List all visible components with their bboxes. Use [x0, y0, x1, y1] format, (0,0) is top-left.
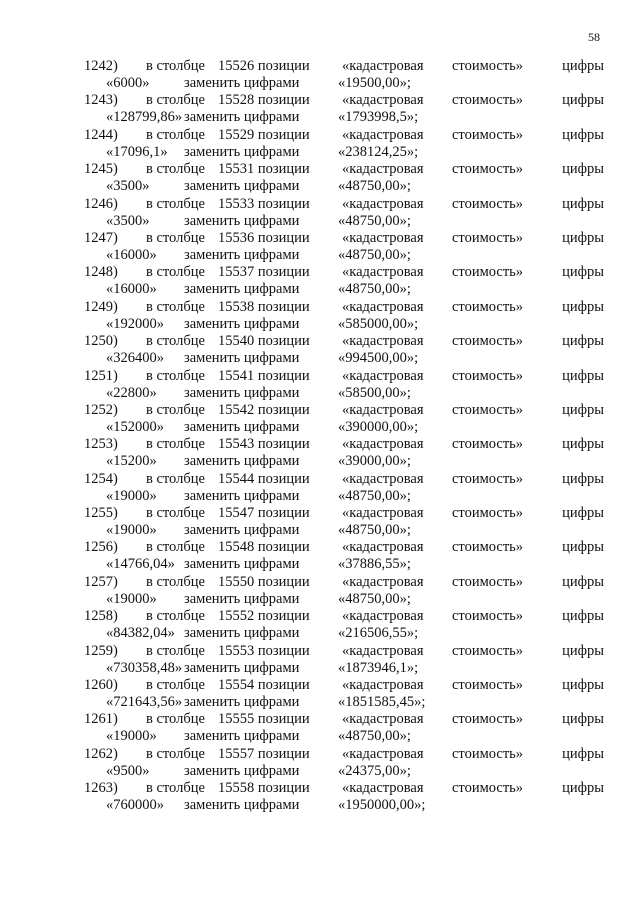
replace-phrase: заменить цифрами: [184, 418, 300, 435]
position-number: 15540 позиции: [218, 333, 310, 350]
cadastral-word: «кадастровая: [342, 229, 424, 246]
cost-word: стоимость»: [452, 745, 524, 762]
cadastral-word: «кадастровая: [342, 367, 424, 384]
old-value: «19000»: [106, 728, 157, 745]
new-value: «48750,00»;: [338, 212, 411, 229]
replace-phrase: заменить цифрами: [184, 178, 300, 195]
position-number: 15541 позиции: [218, 367, 310, 384]
replace-phrase: заменить цифрами: [184, 625, 300, 642]
item-line-1: [84, 677, 604, 694]
column-phrase: в столбце: [146, 436, 205, 453]
page-number: 58: [588, 30, 600, 44]
column-phrase: в столбце: [146, 92, 205, 109]
position-number: 15533 позиции: [218, 195, 310, 212]
list-item: [84, 230, 604, 264]
list-item: [84, 161, 604, 195]
new-value: «48750,00»;: [338, 246, 411, 263]
replace-phrase: заменить цифрами: [184, 143, 300, 160]
new-value: «48750,00»;: [338, 178, 411, 195]
item-line-2: [84, 660, 604, 677]
digits-word: цифры: [562, 229, 604, 246]
item-line-2: [84, 591, 604, 608]
column-phrase: в столбце: [146, 711, 205, 728]
old-value: «152000»: [106, 418, 164, 435]
cadastral-word: «кадастровая: [342, 436, 424, 453]
item-line-2: [84, 797, 604, 814]
digits-word: цифры: [562, 333, 604, 350]
old-value: «721643,56»: [106, 694, 183, 711]
item-number: 1242): [84, 58, 118, 74]
list-item: [84, 711, 604, 745]
cadastral-word: «кадастровая: [342, 58, 424, 74]
old-value: «3500»: [106, 178, 150, 195]
position-number: 15526 позиции: [218, 58, 310, 74]
old-value: «19000»: [106, 590, 157, 607]
item-line-2: [84, 419, 604, 436]
list-item: [84, 471, 604, 505]
item-line-2: [84, 247, 604, 264]
position-number: 15531 позиции: [218, 161, 310, 178]
cost-word: стоимость»: [452, 539, 524, 556]
replace-phrase: заменить цифрами: [184, 453, 300, 470]
item-line-2: [84, 625, 604, 642]
replace-phrase: заменить цифрами: [184, 797, 300, 814]
cost-word: стоимость»: [452, 505, 524, 522]
position-number: 15538 позиции: [218, 298, 310, 315]
replace-phrase: заменить цифрами: [184, 315, 300, 332]
digits-word: цифры: [562, 539, 604, 556]
cadastral-word: «кадастровая: [342, 608, 424, 625]
digits-word: цифры: [562, 711, 604, 728]
list-item: [84, 539, 604, 573]
item-line-1: [84, 643, 604, 660]
item-line-2: [84, 763, 604, 780]
column-phrase: в столбце: [146, 539, 205, 556]
list-item: [84, 746, 604, 780]
column-phrase: в столбце: [146, 298, 205, 315]
new-value: «994500,00»;: [338, 350, 419, 367]
position-number: 15547 позиции: [218, 505, 310, 522]
cost-word: стоимость»: [452, 642, 524, 659]
item-line-1: [84, 574, 604, 591]
replace-phrase: заменить цифрами: [184, 281, 300, 298]
column-phrase: в столбце: [146, 780, 205, 797]
cadastral-word: «кадастровая: [342, 505, 424, 522]
cadastral-word: «кадастровая: [342, 642, 424, 659]
item-number: 1259): [84, 642, 118, 659]
cost-word: стоимость»: [452, 298, 524, 315]
new-value: «1873946,1»;: [338, 659, 419, 676]
item-number: 1249): [84, 298, 118, 315]
old-value: «760000»: [106, 797, 164, 814]
old-value: «16000»: [106, 246, 157, 263]
cost-word: стоимость»: [452, 401, 524, 418]
replace-phrase: заменить цифрами: [184, 212, 300, 229]
item-number: 1251): [84, 367, 118, 384]
column-phrase: в столбце: [146, 642, 205, 659]
digits-word: цифры: [562, 470, 604, 487]
item-line-1: [84, 230, 604, 247]
column-phrase: в столбце: [146, 58, 205, 74]
item-number: 1263): [84, 780, 118, 797]
column-phrase: в столбце: [146, 229, 205, 246]
new-value: «58500,00»;: [338, 384, 411, 401]
item-line-1: [84, 402, 604, 419]
item-number: 1244): [84, 126, 118, 143]
item-line-1: [84, 608, 604, 625]
new-value: «48750,00»;: [338, 590, 411, 607]
position-number: 15544 позиции: [218, 470, 310, 487]
replace-phrase: заменить цифрами: [184, 762, 300, 779]
item-number: 1256): [84, 539, 118, 556]
column-phrase: в столбце: [146, 264, 205, 281]
cost-word: стоимость»: [452, 677, 524, 694]
digits-word: цифры: [562, 780, 604, 797]
list-item: [84, 196, 604, 230]
item-line-1: [84, 299, 604, 316]
item-line-1: [84, 780, 604, 797]
column-phrase: в столбце: [146, 126, 205, 143]
position-number: 15537 позиции: [218, 264, 310, 281]
digits-word: цифры: [562, 298, 604, 315]
position-number: 15550 позиции: [218, 573, 310, 590]
cost-word: стоимость»: [452, 573, 524, 590]
item-line-1: [84, 196, 604, 213]
digits-word: цифры: [562, 401, 604, 418]
new-value: «1851585,45»;: [338, 694, 426, 711]
digits-word: цифры: [562, 677, 604, 694]
item-line-1: [84, 368, 604, 385]
cadastral-word: «кадастровая: [342, 677, 424, 694]
replace-phrase: заменить цифрами: [184, 728, 300, 745]
digits-word: цифры: [562, 608, 604, 625]
replace-phrase: заменить цифрами: [184, 659, 300, 676]
list-item: [84, 402, 604, 436]
position-number: 15557 позиции: [218, 745, 310, 762]
item-line-1: [84, 436, 604, 453]
cadastral-word: «кадастровая: [342, 92, 424, 109]
digits-word: цифры: [562, 573, 604, 590]
list-item: [84, 436, 604, 470]
item-number: 1253): [84, 436, 118, 453]
column-phrase: в столбце: [146, 745, 205, 762]
replace-phrase: заменить цифрами: [184, 109, 300, 126]
list-item: [84, 677, 604, 711]
list-item: [84, 505, 604, 539]
old-value: «16000»: [106, 281, 157, 298]
cost-word: стоимость»: [452, 92, 524, 109]
item-line-2: [84, 316, 604, 333]
cadastral-word: «кадастровая: [342, 539, 424, 556]
item-line-2: [84, 556, 604, 573]
item-number: 1250): [84, 333, 118, 350]
old-value: «9500»: [106, 762, 150, 779]
column-phrase: в столбце: [146, 608, 205, 625]
digits-word: цифры: [562, 367, 604, 384]
item-number: 1247): [84, 229, 118, 246]
digits-word: цифры: [562, 92, 604, 109]
new-value: «48750,00»;: [338, 281, 411, 298]
item-line-1: [84, 92, 604, 109]
replace-phrase: заменить цифрами: [184, 590, 300, 607]
column-phrase: в столбце: [146, 367, 205, 384]
item-line-2: [84, 728, 604, 745]
position-number: 15536 позиции: [218, 229, 310, 246]
new-value: «48750,00»;: [338, 522, 411, 539]
new-value: «1950000,00»;: [338, 797, 426, 814]
position-number: 15543 позиции: [218, 436, 310, 453]
new-value: «39000,00»;: [338, 453, 411, 470]
list-item: [84, 127, 604, 161]
cadastral-word: «кадастровая: [342, 780, 424, 797]
item-number: 1254): [84, 470, 118, 487]
column-phrase: в столбце: [146, 195, 205, 212]
digits-word: цифры: [562, 505, 604, 522]
column-phrase: в столбце: [146, 333, 205, 350]
position-number: 15548 позиции: [218, 539, 310, 556]
replace-phrase: заменить цифрами: [184, 384, 300, 401]
digits-word: цифры: [562, 642, 604, 659]
item-number: 1261): [84, 711, 118, 728]
item-line-2: [84, 385, 604, 402]
list-item: [84, 264, 604, 298]
cadastral-word: «кадастровая: [342, 745, 424, 762]
list-item: [84, 780, 604, 814]
column-phrase: в столбце: [146, 161, 205, 178]
position-number: 15542 позиции: [218, 401, 310, 418]
item-line-2: [84, 109, 604, 126]
new-value: «19500,00»;: [338, 75, 411, 91]
cadastral-word: «кадастровая: [342, 195, 424, 212]
cost-word: стоимость»: [452, 470, 524, 487]
item-line-2: [84, 694, 604, 711]
position-number: 15528 позиции: [218, 92, 310, 109]
list-item: [84, 58, 604, 92]
cost-word: стоимость»: [452, 780, 524, 797]
cadastral-word: «кадастровая: [342, 470, 424, 487]
list-item: [84, 643, 604, 677]
item-line-1: [84, 505, 604, 522]
old-value: «326400»: [106, 350, 164, 367]
item-number: 1258): [84, 608, 118, 625]
old-value: «15200»: [106, 453, 157, 470]
position-number: 15529 позиции: [218, 126, 310, 143]
old-value: «128799,86»: [106, 109, 183, 126]
replace-phrase: заменить цифрами: [184, 350, 300, 367]
item-line-1: [84, 333, 604, 350]
item-line-1: [84, 264, 604, 281]
position-number: 15552 позиции: [218, 608, 310, 625]
replace-phrase: заменить цифрами: [184, 556, 300, 573]
item-line-2: [84, 522, 604, 539]
new-value: «48750,00»;: [338, 487, 411, 504]
cadastral-word: «кадастровая: [342, 298, 424, 315]
item-number: 1245): [84, 161, 118, 178]
cadastral-word: «кадастровая: [342, 333, 424, 350]
item-line-1: [84, 471, 604, 488]
old-value: «3500»: [106, 212, 150, 229]
item-line-2: [84, 213, 604, 230]
item-number: 1252): [84, 401, 118, 418]
new-value: «390000,00»;: [338, 418, 419, 435]
replace-phrase: заменить цифрами: [184, 694, 300, 711]
list-item: [84, 92, 604, 126]
cost-word: стоимость»: [452, 711, 524, 728]
item-number: 1262): [84, 745, 118, 762]
old-value: «192000»: [106, 315, 164, 332]
digits-word: цифры: [562, 436, 604, 453]
cost-word: стоимость»: [452, 367, 524, 384]
old-value: «6000»: [106, 75, 150, 91]
cost-word: стоимость»: [452, 436, 524, 453]
position-number: 15553 позиции: [218, 642, 310, 659]
item-number: 1248): [84, 264, 118, 281]
digits-word: цифры: [562, 161, 604, 178]
old-value: «84382,04»: [106, 625, 175, 642]
cost-word: стоимость»: [452, 126, 524, 143]
cost-word: стоимость»: [452, 229, 524, 246]
digits-word: цифры: [562, 58, 604, 74]
item-line-2: [84, 488, 604, 505]
replace-phrase: заменить цифрами: [184, 75, 300, 91]
position-number: 15558 позиции: [218, 780, 310, 797]
digits-word: цифры: [562, 264, 604, 281]
old-value: «19000»: [106, 487, 157, 504]
list-item: [84, 608, 604, 642]
cost-word: стоимость»: [452, 161, 524, 178]
item-number: 1257): [84, 573, 118, 590]
cadastral-word: «кадастровая: [342, 401, 424, 418]
old-value: «19000»: [106, 522, 157, 539]
list-item: [84, 368, 604, 402]
new-value: «1793998,5»;: [338, 109, 419, 126]
column-phrase: в столбце: [146, 470, 205, 487]
cadastral-word: «кадастровая: [342, 264, 424, 281]
item-line-2: [84, 350, 604, 367]
amendment-list: [84, 58, 604, 815]
list-item: [84, 574, 604, 608]
cost-word: стоимость»: [452, 333, 524, 350]
item-line-1: [84, 127, 604, 144]
replace-phrase: заменить цифрами: [184, 246, 300, 263]
digits-word: цифры: [562, 195, 604, 212]
new-value: «585000,00»;: [338, 315, 419, 332]
list-item: [84, 333, 604, 367]
column-phrase: в столбце: [146, 573, 205, 590]
cost-word: стоимость»: [452, 264, 524, 281]
new-value: «238124,25»;: [338, 143, 419, 160]
item-line-1: [84, 161, 604, 178]
list-item: [84, 299, 604, 333]
item-line-2: [84, 178, 604, 195]
cadastral-word: «кадастровая: [342, 711, 424, 728]
cost-word: стоимость»: [452, 58, 524, 74]
item-line-2: [84, 75, 604, 92]
cadastral-word: «кадастровая: [342, 573, 424, 590]
cost-word: стоимость»: [452, 608, 524, 625]
new-value: «37886,55»;: [338, 556, 411, 573]
item-number: 1260): [84, 677, 118, 694]
item-line-1: [84, 539, 604, 556]
old-value: «14766,04»: [106, 556, 175, 573]
digits-word: цифры: [562, 126, 604, 143]
item-line-2: [84, 281, 604, 298]
position-number: 15554 позиции: [218, 677, 310, 694]
item-line-2: [84, 144, 604, 161]
replace-phrase: заменить цифрами: [184, 522, 300, 539]
cadastral-word: «кадастровая: [342, 161, 424, 178]
column-phrase: в столбце: [146, 505, 205, 522]
old-value: «22800»: [106, 384, 157, 401]
digits-word: цифры: [562, 745, 604, 762]
cost-word: стоимость»: [452, 195, 524, 212]
item-line-1: [84, 711, 604, 728]
old-value: «730358,48»: [106, 659, 183, 676]
item-line-1: [84, 746, 604, 763]
replace-phrase: заменить цифрами: [184, 487, 300, 504]
column-phrase: в столбце: [146, 677, 205, 694]
old-value: «17096,1»: [106, 143, 168, 160]
position-number: 15555 позиции: [218, 711, 310, 728]
item-number: 1255): [84, 505, 118, 522]
item-line-2: [84, 453, 604, 470]
item-number: 1246): [84, 195, 118, 212]
new-value: «48750,00»;: [338, 728, 411, 745]
item-line-1: [84, 58, 604, 75]
new-value: «216506,55»;: [338, 625, 419, 642]
item-number: 1243): [84, 92, 118, 109]
column-phrase: в столбце: [146, 401, 205, 418]
cadastral-word: «кадастровая: [342, 126, 424, 143]
new-value: «24375,00»;: [338, 762, 411, 779]
